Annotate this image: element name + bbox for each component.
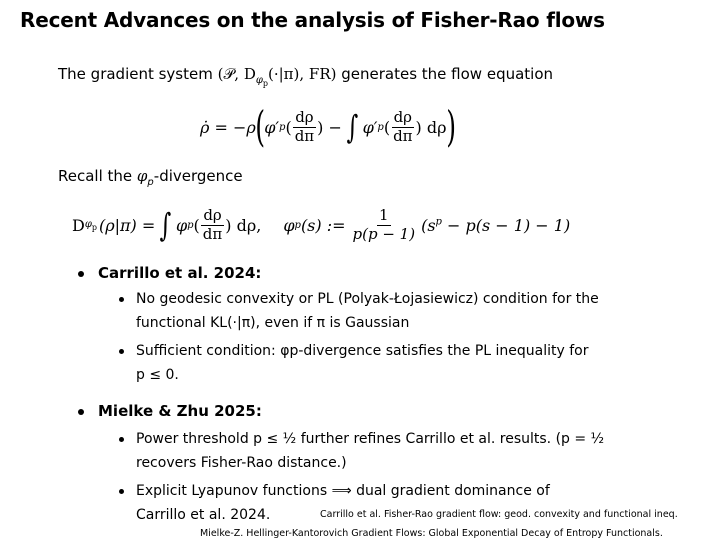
bullet-carrillo: Carrillo et al. 2024:	[78, 264, 261, 282]
intro-system: (𝒫, $D_{\varphi_p}(\cdot|\pi)$, FR)	[217, 65, 337, 88]
carrillo-item-2: Sufficient condition: φp-divergence satisfies the PL inequality for p ≤ 0.	[136, 339, 589, 387]
def-args: (s) :=	[300, 215, 346, 235]
bullet-mielke: Mielke & Zhu 2025:	[78, 402, 262, 420]
div-D: D	[72, 215, 85, 235]
flow-phi-prime: φ′	[264, 117, 280, 137]
footer-reference-2: Mielke-Z. Hellinger-Kantorovich Gradient Flows: Global Exponential Decay of Entropy Functionals.	[200, 528, 663, 539]
integral-sign-2: ∫	[159, 206, 172, 244]
def-fraction: $\frac{1}{p(p - 1)}$	[352, 206, 416, 243]
left-big-paren: (	[255, 102, 265, 151]
flow-fraction-2: $\frac{d\rho}{d\pi}$	[393, 108, 413, 145]
intro-prefix: The gradient system	[58, 65, 218, 83]
slide-title: Recent Advances on the analysis of Fisher-Rao flows	[20, 8, 605, 32]
flow-tail: ) dρ	[415, 117, 447, 137]
recall-line: Recall the $\varphi_p$-divergence	[58, 167, 243, 188]
flow-phi-sub: p	[279, 121, 286, 133]
div-args: (ρ|π) =	[98, 215, 156, 235]
sub-bullet-dot	[119, 437, 124, 442]
divergence-equation: D $\varphi_p$ (ρ|π) = ∫ φ p ( $\frac{d\rho}{d\pi}$ ) dρ, φ p (s) := $\frac{1}{p(p - 1)}$ $(s^p - p(s - 1) - 1)$	[72, 206, 571, 244]
mielke-item-1: Power threshold p ≤ ½ further refines Carrillo et al. results. (p = ½ recovers Fisher-Rao distance.)	[136, 427, 604, 475]
flow-phi-prime-2: φ′	[362, 117, 378, 137]
mielke-item-2: Explicit Lyapunov functions ⟹ dual gradient dominance of Carrillo et al. 2024.	[136, 479, 550, 527]
integral-sign: ∫	[346, 108, 359, 146]
flow-phi-sub-2: p	[377, 121, 384, 133]
flow-lhs: ρ̇ = −ρ	[200, 117, 256, 137]
sub-bullet-dot	[119, 489, 124, 494]
def-rhs: $(s^p - p(s - 1) - 1)$	[421, 215, 571, 235]
bullet-dot	[78, 409, 84, 415]
intro-suffix: generates the flow equation	[336, 65, 554, 83]
sub-bullet-dot	[119, 297, 124, 302]
footer-reference-1: Carrillo et al. Fisher-Rao gradient flow: geod. convexity and functional ineq.	[320, 509, 678, 520]
div-tail: ) dρ,	[225, 215, 262, 235]
flow-equation: ρ̇ = −ρ ( φ′ p ( $\frac{d\rho}{d\pi}$ ) − ∫ φ′ p ( $\frac{d\rho}{d\pi}$ ) dρ )	[200, 102, 456, 151]
def-lhs: φ	[283, 215, 295, 235]
carrillo-item-1: No geodesic convexity or PL (Polyak-Łojasiewicz) condition for the functional KL(·|π), even if π is Gaussian	[136, 287, 599, 335]
flow-fraction: $\frac{d\rho}{d\pi}$	[294, 108, 315, 145]
right-big-paren: )	[445, 102, 456, 151]
intro-line	[58, 65, 553, 88]
flow-minus: ) −	[317, 117, 342, 137]
sub-bullet-dot	[119, 349, 124, 354]
bullet-dot	[78, 271, 84, 277]
div-fraction: $\frac{d\rho}{d\pi}$	[202, 206, 223, 243]
